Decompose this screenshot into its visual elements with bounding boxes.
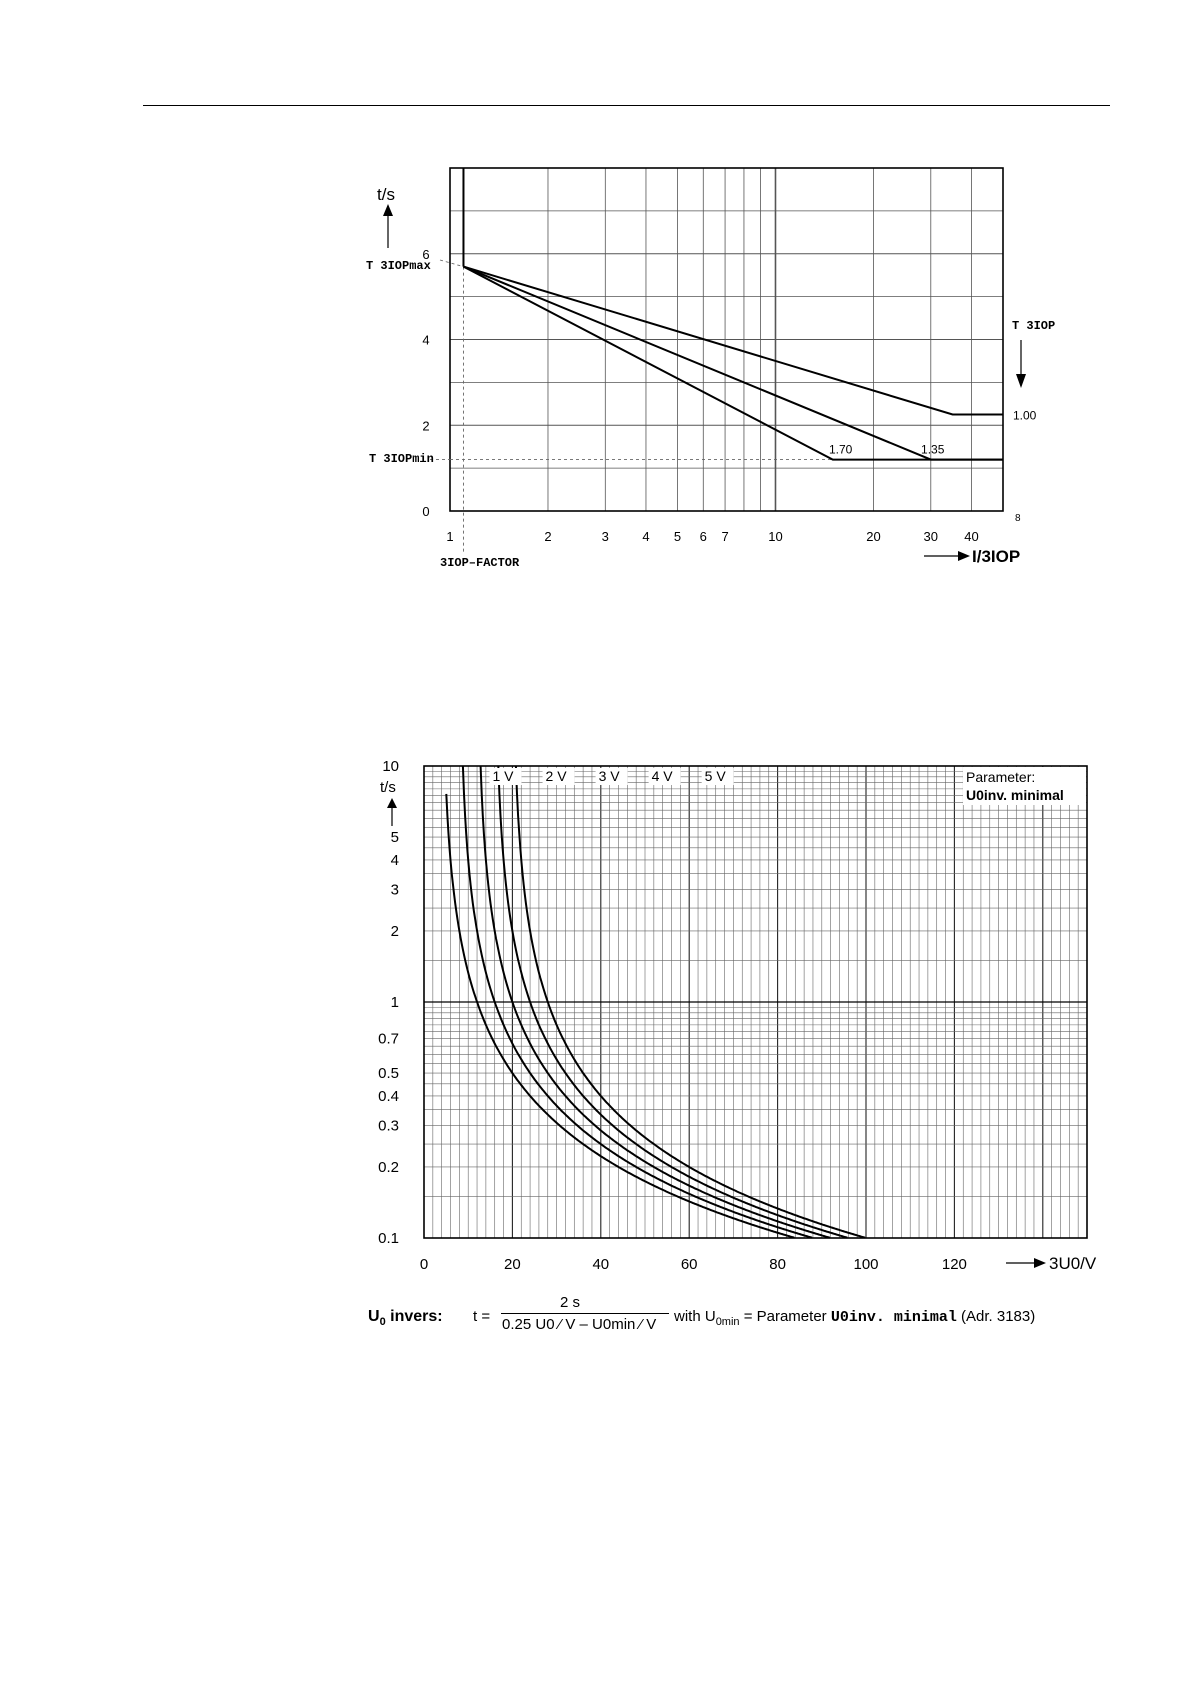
y-tick-label: 0.1	[378, 1230, 399, 1247]
series-label: 1.70	[828, 442, 853, 457]
series-label: 4 V	[651, 768, 673, 784]
x-tick-label: 60	[680, 1256, 698, 1273]
y-tick-label: 0.7	[378, 1030, 399, 1048]
tmin-label: T 3IOPmin	[369, 452, 434, 466]
x-axis-label: 3U0/V	[1049, 1254, 1097, 1273]
y-tick-label: 4	[422, 332, 430, 348]
x-tick-label: 20	[504, 1256, 521, 1273]
tmax-label: T 3IOPmax	[366, 259, 431, 273]
y-tick-label: 2	[422, 418, 430, 434]
x-tick-label: 100	[853, 1256, 879, 1273]
x-tick-label: 80	[769, 1256, 786, 1273]
y-tick-label: 0.2	[378, 1158, 399, 1176]
y-tick-label: 0.5	[378, 1065, 399, 1083]
param-label: T 3IOP	[1012, 319, 1056, 333]
x-tick-label: 3	[601, 529, 609, 544]
y-tick-label: 5	[390, 829, 399, 847]
x-tick-label: 6	[699, 529, 707, 544]
y-tick-label: 0	[422, 504, 430, 519]
x-tick-label: 40	[592, 1256, 610, 1273]
x-tick-label: 30	[923, 529, 939, 544]
formula-denominator: 0.25 U0 ⁄ V – U0min ⁄ V	[502, 1316, 657, 1333]
formula-row	[368, 1294, 1108, 1344]
x-axis-arrowhead	[1034, 1258, 1046, 1268]
x-tick-label: 2	[544, 529, 552, 544]
x-tick-label: 40	[964, 529, 979, 544]
parameter-label: Parameter:	[966, 769, 1036, 785]
formula-label: $U_0$ invers:	[368, 1308, 443, 1329]
series-label: 1 V	[492, 768, 514, 784]
formula-t-eq: t =	[473, 1308, 491, 1325]
x-tick-label: 120	[941, 1256, 967, 1273]
x-tick-label: 1	[446, 529, 454, 544]
y-tick-label: 1	[390, 994, 399, 1011]
x-tick-label: 10	[768, 529, 783, 544]
x-axis-label: I/3IOP	[972, 547, 1021, 566]
y-tick-label: 2	[390, 922, 399, 940]
series-label: 2 V	[545, 768, 567, 784]
x-tick-label: 0	[419, 1256, 429, 1273]
x-tick-label: 7	[721, 529, 729, 544]
series-label: 5 V	[704, 768, 726, 784]
parameter-name: U0inv. minimal	[966, 787, 1064, 803]
y-axis-label: t/s	[380, 779, 396, 796]
y-tick-label: 10	[382, 758, 399, 775]
x-extra-label: 8	[1015, 513, 1021, 524]
x-tick-label: 5	[673, 529, 682, 544]
x-tick-label: 20	[866, 529, 881, 544]
y-axis-label: t/s	[377, 185, 395, 204]
series-label: 3 V	[598, 768, 620, 784]
series-label: 1.35	[921, 442, 945, 457]
formula-numerator: 2 s	[560, 1294, 581, 1311]
y-tick-label: 4	[390, 851, 399, 869]
y-tick-label: 6	[422, 246, 430, 262]
formula-with: with $U_{0min}$ = Parameter U0inv. minimal (Adr. 3183)	[674, 1308, 1036, 1328]
y-tick-label: 0.4	[378, 1087, 399, 1105]
x-tick-label: 4	[642, 529, 650, 544]
y-tick-label: 0.3	[378, 1117, 399, 1135]
factor-label: 3IOP–FACTOR	[440, 556, 520, 570]
y-tick-label: 3	[390, 881, 399, 899]
series-label: 1.00	[1013, 408, 1037, 423]
